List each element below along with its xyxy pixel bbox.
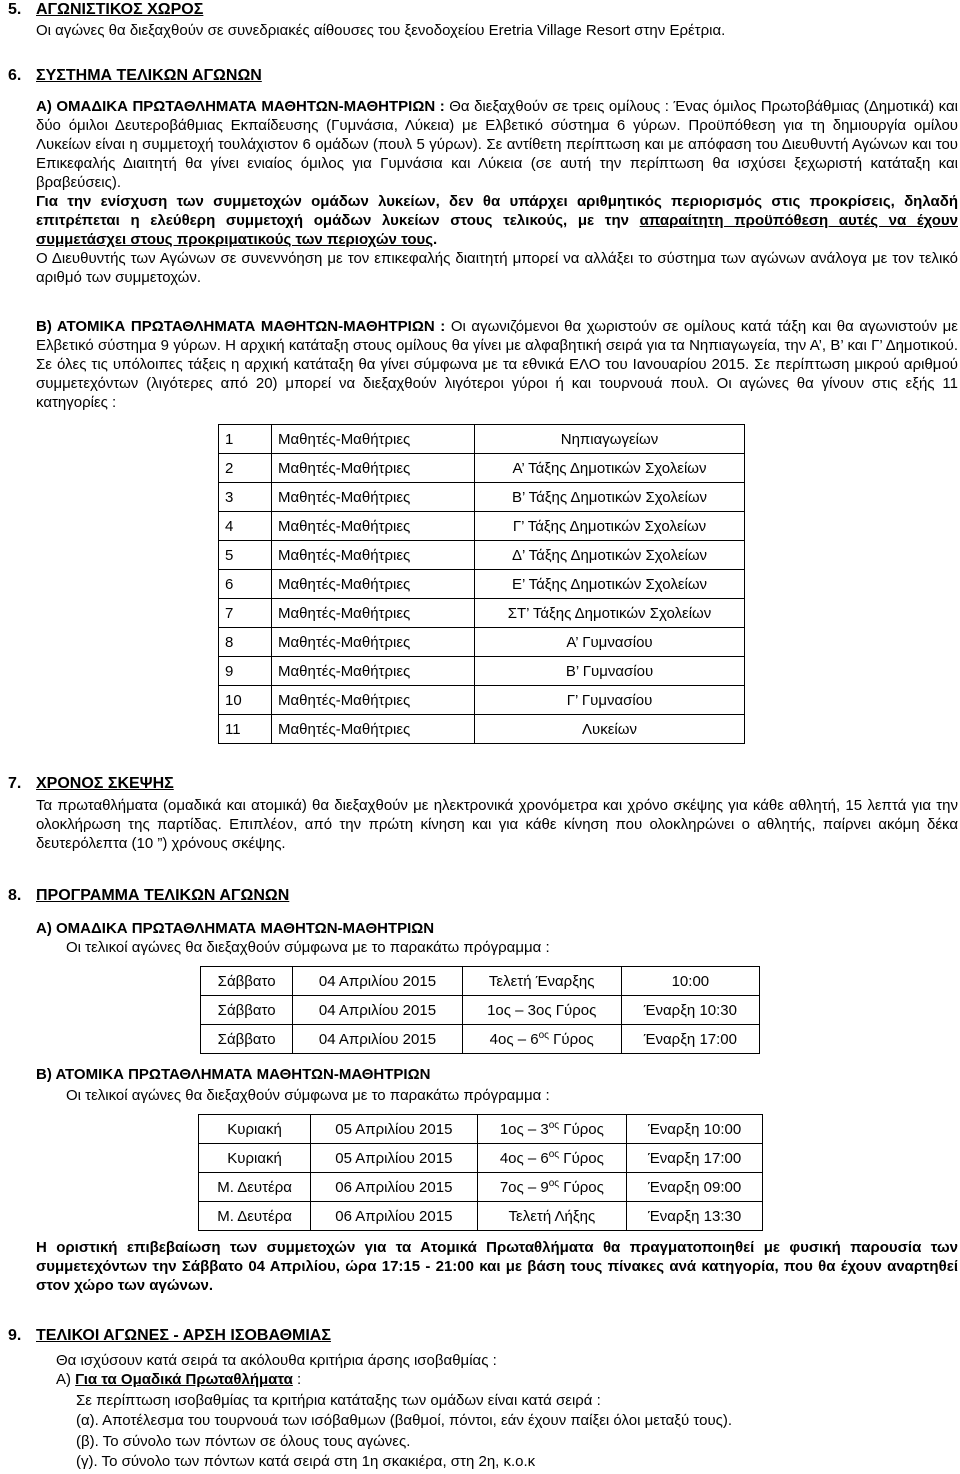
section-6a-text: Θα διεξαχθούν σε τρεις ομίλους : Ένας όμιλος Πρωτοβάθμιας (Δημοτικά) και δύο όμιλοι Δευτεροβάθμιας Εκπαίδευσης (Γυμνάσια, Λύκεια) με Ελβετικό σύστημα 6 γύρων. Προϋπόθεση για τη δημιουργία ομίλου Λυκείων είναι η συμμετοχή τουλάχιστον 6 ομάδων (πουλ 5 γύρων). Σε αντίθετη περίπτωση και με απόφαση του Διευθυντή Αγώνων και του Επικεφαλής Διαιτητή θα γίνει ενιαίος όμιλος για Γυμνάσια και Λύκεια (σε αυτή την περίπτωση θα ισχύσει ξεχωριστή κατάταξη και βραβεύσεις). [36,98,958,191]
schedule-date: 05 Απριλίου 2015 [311,1144,477,1173]
section-9a-line: Σε περίπτωση ισοβαθμίας τα κριτήρια κατάταξης των ομάδων είναι κατά σειρά : [76,1392,601,1409]
section-6a-paragraph [36,97,958,287]
category-participants: Μαθητές-Μαθήτριες [272,512,475,541]
category-class: Ε’ Τάξης Δημοτικών Σχολείων [475,570,745,599]
section-7-number: 7. [8,775,22,792]
category-row [219,686,745,715]
tiebreak-item-a: (α). Αποτέλεσμα του τουρνουά των ισόβαθμων (βαθμοί, πόντοι, εάν έχουν παίξει όλοι μεταξύ τους). [76,1412,733,1429]
section-6a-body [36,97,958,192]
category-class: Δ’ Τάξης Δημοτικών Σχολείων [475,541,745,570]
schedule-round-suffix: Γύρος [559,1120,604,1138]
category-row [219,483,745,512]
category-participants: Μαθητές-Μαθήτριες [272,628,475,657]
category-number: 9 [219,657,272,686]
schedule-row [199,1144,763,1173]
category-participants: Μαθητές-Μαθήτριες [272,570,475,599]
category-class: Γ’ Γυμνασίου [475,686,745,715]
schedule-day: Μ. Δευτέρα [199,1173,311,1202]
category-row [219,454,745,483]
section-5-number: 5. [8,1,22,18]
category-class: Β’ Τάξης Δημοτικών Σχολείων [475,483,745,512]
category-class: ΣΤ’ Τάξης Δημοτικών Σχολείων [475,599,745,628]
category-number: 5 [219,541,272,570]
schedule-day: Κυριακή [199,1144,311,1173]
schedule-round-suffix: Γύρος [548,1030,594,1048]
category-class: Β’ Γυμνασίου [475,657,745,686]
schedule-round-ordinal: ος [548,1177,560,1189]
section-9-number: 9. [8,1327,22,1344]
category-class: Γ’ Τάξης Δημοτικών Σχολείων [475,512,745,541]
section-6b-body [36,317,958,412]
schedule-round-ordinal: ος [548,1148,560,1160]
schedule-time: Έναρξη 13:30 [627,1202,763,1231]
category-participants: Μαθητές-Μαθήτριες [272,715,475,744]
schedule-time: Έναρξη 09:00 [627,1173,763,1202]
schedule-round-ordinal: ος [538,1029,549,1041]
schedule-round-text: Τελετή Έναρξης [488,972,595,990]
category-class: Α’ Τάξης Δημοτικών Σχολείων [475,454,745,483]
schedule-day: Σάββατο [201,996,293,1025]
schedule-row [199,1202,763,1231]
category-number: 8 [219,628,272,657]
schedule-date: 04 Απριλίου 2015 [293,996,462,1025]
section-6-title: ΣΥΣΤΗΜΑ ΤΕΛΙΚΩΝ ΑΓΩΝΩΝ [36,67,262,84]
team-schedule-table [200,966,760,1054]
schedule-row [199,1173,763,1202]
schedule-day: Κυριακή [199,1115,311,1144]
category-participants: Μαθητές-Μαθήτριες [272,425,475,454]
schedule-time: Έναρξη 17:00 [621,1025,759,1054]
section-7-text: Τα πρωταθλήματα (ομαδικά και ατομικά) θα διεξαχθούν με ηλεκτρονικά χρονόμετρα και χρόνο σκέψης για κάθε αθλητή, 15 λεπτά για την ολοκλήρωση της παρτίδας. Επιπλέον, από την πρώτη κίνηση και για κάθε κίνηση που ολοκληρώνει ο αθλητής, παίρνει ακόμη δέκα δευτερόλεπτα (10 ”) χρόνους σκέψης. [36,797,958,852]
category-number: 1 [219,425,272,454]
section-5-title: ΑΓΩΝΙΣΤΙΚΟΣ ΧΩΡΟΣ [36,1,204,18]
schedule-round-text: 1ος – 3 [499,1120,549,1138]
schedule-day: Σάββατο [201,967,293,996]
schedule-time: 10:00 [621,967,759,996]
section-8b-heading: Β) ΑΤΟΜΙΚΑ ΠΡΩΤΑΘΛΗΜΑΤΑ ΜΑΘΗΤΩΝ-ΜΑΘΗΤΡΙΩΝ [36,1066,431,1083]
tiebreak-item-b: (β). Το σύνολο των πόντων σε όλους τους αγώνες. [76,1433,411,1450]
category-number: 6 [219,570,272,599]
tiebreak-item-c: (γ). Το σύνολο των πόντων κατά σειρά στη 1η σκακιέρα, στη 2η, κ.ο.κ [76,1453,536,1470]
section-8-confirmation: Η οριστική επιβεβαίωση των συμμετοχών για τα Ατομικά Πρωταθλήματα θα πραγματοποιηθεί με φυσική παρουσία των συμμετεχόντων την Σάββατο 04 Απριλίου, ώρα 17:15 - 21:00 και με βάση τους πίνακες ανά κατηγορία, που θα έχουν αναρτηθεί στον χώρο των αγώνων. [36,1239,958,1294]
schedule-time: Έναρξη 10:00 [627,1115,763,1144]
schedule-round [462,1025,621,1054]
section-9a-heading [56,1370,301,1389]
schedule-time: Έναρξη 17:00 [627,1144,763,1173]
schedule-row [201,996,760,1025]
section-9-intro: Θα ισχύσουν κατά σειρά τα ακόλουθα κριτήρια άρσης ισοβαθμίας : [56,1352,497,1369]
schedule-row [199,1115,763,1144]
schedule-round [477,1144,627,1173]
category-number: 11 [219,715,272,744]
section-5-text: Οι αγώνες θα διεξαχθούν σε συνεδριακές αίθουσες του ξενοδοχείου Eretria Village Resort στην Ερέτρια. [36,22,726,39]
section-6a-bold-end: . [433,231,438,248]
category-class: Α’ Γυμνασίου [475,628,745,657]
section-8b-subtitle: Οι τελικοί αγώνες θα διεξαχθούν σύμφωνα με το παρακάτω πρόγραμμα : [66,1087,550,1104]
category-number: 4 [219,512,272,541]
category-row [219,657,745,686]
category-row [219,570,745,599]
section-6b-text: Οι αγωνιζόμενοι θα χωριστούν σε ομίλους κατά τάξη και θα αγωνιστούν με Ελβετικό σύστημα 9 γύρων. Η αρχική κατάταξη στους ομίλους θα γίνει με αλφαβητική σειρά για τα Νηπιαγωγεία, την Α’, Β’ και Γ’ Δημοτικού. Σε όλες τις υπόλοιπες τάξεις η αρχική κατάταξη θα γίνει σύμφωνα με τα εθνικά ΕΛΟ του Ιανουαρίου 2015. Σε περίπτωση μικρού αριθμού συμμετεχόντων (λιγότερες από 20) μπορεί να διεξαχθούν λιγότεροι γύροι ή και τουρνουά πουλ. Οι αγώνες θα γίνουν στις εξής 11 κατηγορίες : [36,318,958,411]
category-number: 10 [219,686,272,715]
individual-schedule-table [198,1114,763,1231]
category-participants: Μαθητές-Μαθήτριες [272,541,475,570]
category-row [219,715,745,744]
section-7-title: ΧΡΟΝΟΣ ΣΚΕΨΗΣ [36,775,174,792]
category-row [219,628,745,657]
schedule-round-text: 1ος – 3ος Γύρος [487,1001,597,1019]
category-row [219,512,745,541]
schedule-round-text: 7ος – 9 [499,1178,549,1196]
schedule-round [477,1202,627,1231]
section-6-number: 6. [8,67,22,84]
schedule-date: 06 Απριλίου 2015 [311,1202,477,1231]
schedule-day: Μ. Δευτέρα [199,1202,311,1231]
section-9-title: ΤΕΛΙΚΟΙ ΑΓΩΝΕΣ - ΑΡΣΗ ΙΣΟΒΑΘΜΙΑΣ [36,1327,331,1344]
section-6a-heading: Α) ΟΜΑΔΙΚΑ ΠΡΩΤΑΘΛΗΜΑΤΑ ΜΑΘΗΤΩΝ-ΜΑΘΗΤΡΙΩΝ : [36,98,445,115]
section-6a-bold-text: Για την ενίσχυση των συμμετοχών ομάδων λυκείων, δεν θα υπάρχει αριθμητικός περιορισμός στις προκρίσεις, δηλαδή επιτρέπεται η ελεύθερη συμμετοχή ομάδων λυκείων στους τελικούς, με την [36,193,958,229]
schedule-round-ordinal: ος [548,1119,560,1131]
section-8a-heading: Α) ΟΜΑΔΙΚΑ ΠΡΩΤΑΘΛΗΜΑΤΑ ΜΑΘΗΤΩΝ-ΜΑΘΗΤΡΙΩΝ [36,920,435,937]
section-9a-prefix: Α) [56,1371,76,1388]
section-8-number: 8. [8,887,22,904]
schedule-round [462,967,621,996]
section-6a-director-note: Ο Διευθυντής των Αγώνων σε συνεννόηση με τον επικεφαλής διαιτητή μπορεί να αλλάξει το σύστημα των αγώνων ανάλογα με τον τελικό αριθμό των συμμετοχών. [36,250,958,286]
schedule-date: 05 Απριλίου 2015 [311,1115,477,1144]
schedule-round [462,996,621,1025]
schedule-date: 04 Απριλίου 2015 [293,1025,462,1054]
schedule-date: 04 Απριλίου 2015 [293,967,462,996]
category-participants: Μαθητές-Μαθήτριες [272,454,475,483]
categories-table [218,424,745,744]
schedule-time: Έναρξη 10:30 [621,996,759,1025]
section-9a-title: Για τα Ομαδικά Πρωταθλήματα [75,1371,293,1388]
schedule-round-suffix: Γύρος [559,1178,604,1196]
schedule-day: Σάββατο [201,1025,293,1054]
section-8-title: ΠΡΟΓΡΑΜΜΑ ΤΕΛΙΚΩΝ ΑΓΩΝΩΝ [36,887,290,904]
category-participants: Μαθητές-Μαθήτριες [272,599,475,628]
category-participants: Μαθητές-Μαθήτριες [272,686,475,715]
schedule-round-text: Τελετή Λήξης [508,1207,596,1225]
category-number: 3 [219,483,272,512]
schedule-row [201,1025,760,1054]
category-row [219,541,745,570]
category-class: Νηπιαγωγείων [475,425,745,454]
section-8a-subtitle: Οι τελικοί αγώνες θα διεξαχθούν σύμφωνα με το παρακάτω πρόγραμμα : [66,939,550,956]
section-6a-bold-note [36,192,958,249]
category-row [219,425,745,454]
schedule-date: 06 Απριλίου 2015 [311,1173,477,1202]
schedule-round-text: 4ος – 6 [489,1030,539,1048]
schedule-row [201,967,760,996]
schedule-round [477,1115,627,1144]
category-class: Λυκείων [475,715,745,744]
category-participants: Μαθητές-Μαθήτριες [272,483,475,512]
category-number: 7 [219,599,272,628]
schedule-round-suffix: Γύρος [559,1149,604,1167]
category-number: 2 [219,454,272,483]
category-row [219,599,745,628]
schedule-round-text: 4ος – 6 [499,1149,549,1167]
section-6b-paragraph [36,317,958,412]
section-6a-underlined-text: απαραίτητη προϋπόθεση αυτές να έχουν συμμετάσχει στους προκριματικούς των περιοχών τους [36,212,958,248]
section-9a-suffix: : [292,1371,302,1388]
schedule-round [477,1173,627,1202]
section-6b-heading: Β) ΑΤΟΜΙΚΑ ΠΡΩΤΑΘΛΗΜΑΤΑ ΜΑΘΗΤΩΝ-ΜΑΘΗΤΡΙΩΝ : [36,318,446,335]
category-participants: Μαθητές-Μαθήτριες [272,657,475,686]
